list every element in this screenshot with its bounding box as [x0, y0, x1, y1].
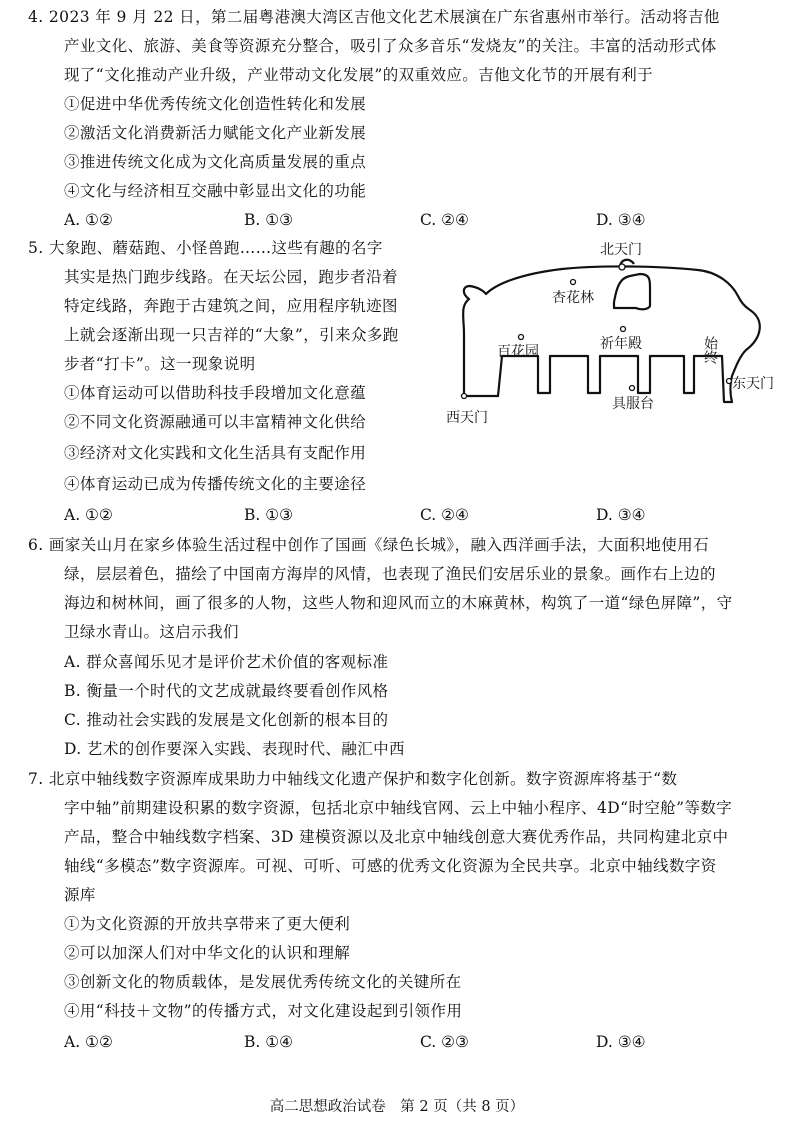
q4-stem-line-3: 现了“文化推动产业升级，产业带动文化发展”的双重效应。吉他文化节的开展有利于 — [64, 66, 654, 84]
q5-item-4: ④体育运动已成为传播传统文化的主要途径 — [64, 475, 367, 493]
jufu-terrace-label: 具服台 — [612, 396, 654, 412]
q5-item-3: ③经济对文化实践和文化生活具有支配作用 — [64, 444, 367, 462]
q5-option-d: D. ③④ — [596, 506, 646, 524]
q7-item-4: ④用“科技＋文物”的传播方式，对文化建设起到引领作用 — [64, 1002, 463, 1020]
q4-item-2: ②激活文化消费新活力赋能文化产业新发展 — [64, 124, 367, 142]
q4-option-d: D. ③④ — [596, 211, 646, 229]
q6-stem-line-3: 海边和树林间，画了很多的人物，这些人物和迎风而立的木麻黄林，构筑了一道“绿色屏障”，守 — [64, 594, 733, 612]
q5-stem-line-3: 特定线路，奔跑于古建筑之间，应用程序轨迹图 — [64, 297, 398, 315]
q7-item-1: ①为文化资源的开放共享带来了更大便利 — [64, 915, 351, 933]
q7-option-a: A. ①② — [64, 1033, 113, 1051]
q4-item-3: ③推进传统文化成为文化高质量发展的重点 — [64, 153, 367, 171]
q5-stem-line-1: 5. 大象跑、蘑菇跑、小怪兽跑……这些有趣的名字 — [28, 239, 383, 257]
q7-option-c: C. ②③ — [420, 1033, 469, 1051]
q5-option-a: A. ①② — [64, 506, 113, 524]
q5-stem-line-5: 步者“打卡”。这一现象说明 — [64, 355, 256, 373]
start-end-label: 始终 — [702, 336, 718, 364]
q4-stem-line-1: 4. 2023 年 9 月 22 日，第二届粤港澳大湾区吉他文化艺术展演在广东省惠州市举行。活动将吉他 — [28, 8, 720, 26]
q5-stem-line-2: 其实是热门跑步线路。在天坛公园，跑步者沿着 — [64, 268, 398, 286]
q6-choice-b: B. 衡量一个时代的文艺成就最终要看创作风格 — [64, 682, 389, 700]
east-gate-marker — [727, 379, 732, 384]
q4-option-b: B. ①③ — [244, 211, 294, 229]
west-gate-label: 西天门 — [446, 410, 488, 426]
q6-choice-d: D. 艺术的创作要深入实践、表现时代、融汇中西 — [64, 740, 405, 758]
q7-stem-line-3: 产品，整合中轴线数字档案、3D 建模资源以及北京中轴线创意大赛优秀作品，共同构建北京中 — [64, 828, 729, 846]
hundred-flower-label: 百花园 — [497, 344, 539, 360]
q7-stem-line-5: 源库 — [64, 886, 96, 904]
q7-stem-line-1: 7. 北京中轴线数字资源库成果助力中轴线文化遗产保护和数字化创新。数字资源库将基于“数 — [28, 770, 678, 788]
q5-option-b: B. ①③ — [244, 506, 294, 524]
q7-stem-line-4: 轴线“多模态”数字资源库。可视、可听、可感的优秀文化资源为全民共享。北京中轴线数字资 — [64, 857, 717, 875]
west-gate-marker — [462, 394, 467, 399]
q4-option-a: A. ①② — [64, 211, 113, 229]
jufu-terrace-marker — [630, 386, 635, 391]
apricot-grove-marker — [571, 280, 576, 285]
q5-stem-line-4: 上就会逐渐出现一只吉祥的“大象”，引来众多跑 — [64, 326, 399, 344]
q7-option-b: B. ①④ — [244, 1033, 294, 1051]
page-footer: 高二思想政治试卷 第 2 页（共 8 页） — [269, 1099, 525, 1115]
q7-item-2: ②可以加深人们对中华文化的认识和理解 — [64, 944, 351, 962]
q5-item-1: ①体育运动可以借助科技手段增加文化意蕴 — [64, 384, 367, 402]
apricot-grove-label: 杏花林 — [552, 290, 594, 306]
north-gate-marker — [619, 264, 625, 270]
q7-item-3: ③创新文化的物质载体，是发展优秀传统文化的关键所在 — [64, 973, 462, 991]
q4-item-1: ①促进中华优秀传统文化创造性转化和发展 — [64, 95, 367, 113]
elephant-ear-path — [614, 274, 650, 309]
north-gate-label: 北天门 — [600, 242, 642, 258]
q6-stem-line-2: 绿，层层着色，描绘了中国南方海岸的风情，也表现了渔民们安居乐业的景象。画作右上边的 — [64, 565, 716, 583]
qinian-hall-marker — [621, 327, 626, 332]
hundred-flower-marker — [519, 335, 524, 340]
q7-option-d: D. ③④ — [596, 1033, 646, 1051]
q6-stem-line-4: 卫绿水青山。这启示我们 — [64, 623, 239, 641]
q4-option-c: C. ②④ — [420, 211, 469, 229]
east-gate-label: 东天门 — [732, 376, 774, 392]
q6-choice-a: A. 群众喜闻乐见才是评价艺术价值的客观标准 — [64, 653, 389, 671]
elephant-route-path — [463, 266, 760, 402]
q4-item-4: ④文化与经济相互交融中彰显出文化的功能 — [64, 182, 367, 200]
q6-stem-line-1: 6. 画家关山月在家乡体验生活过程中创作了国画《绿色长城》，融入西洋画手法，大面积地使用石 — [28, 536, 709, 554]
q5-item-2: ②不同文化资源融通可以丰富精神文化供给 — [64, 413, 367, 431]
qinian-hall-label: 祈年殿 — [600, 336, 642, 352]
q4-stem-line-2: 产业文化、旅游、美食等资源充分整合，吸引了众多音乐“发烧友”的关注。丰富的活动形式体 — [64, 37, 717, 55]
q6-choice-c: C. 推动社会实践的发展是文化创新的根本目的 — [64, 711, 389, 729]
elephant-route-map — [440, 236, 780, 436]
q5-option-c: C. ②④ — [420, 506, 469, 524]
q7-stem-line-2: 字中轴”前期建设积累的数字资源，包括北京中轴线官网、云上中轴小程序、4D“时空舱”等数字 — [64, 799, 733, 817]
